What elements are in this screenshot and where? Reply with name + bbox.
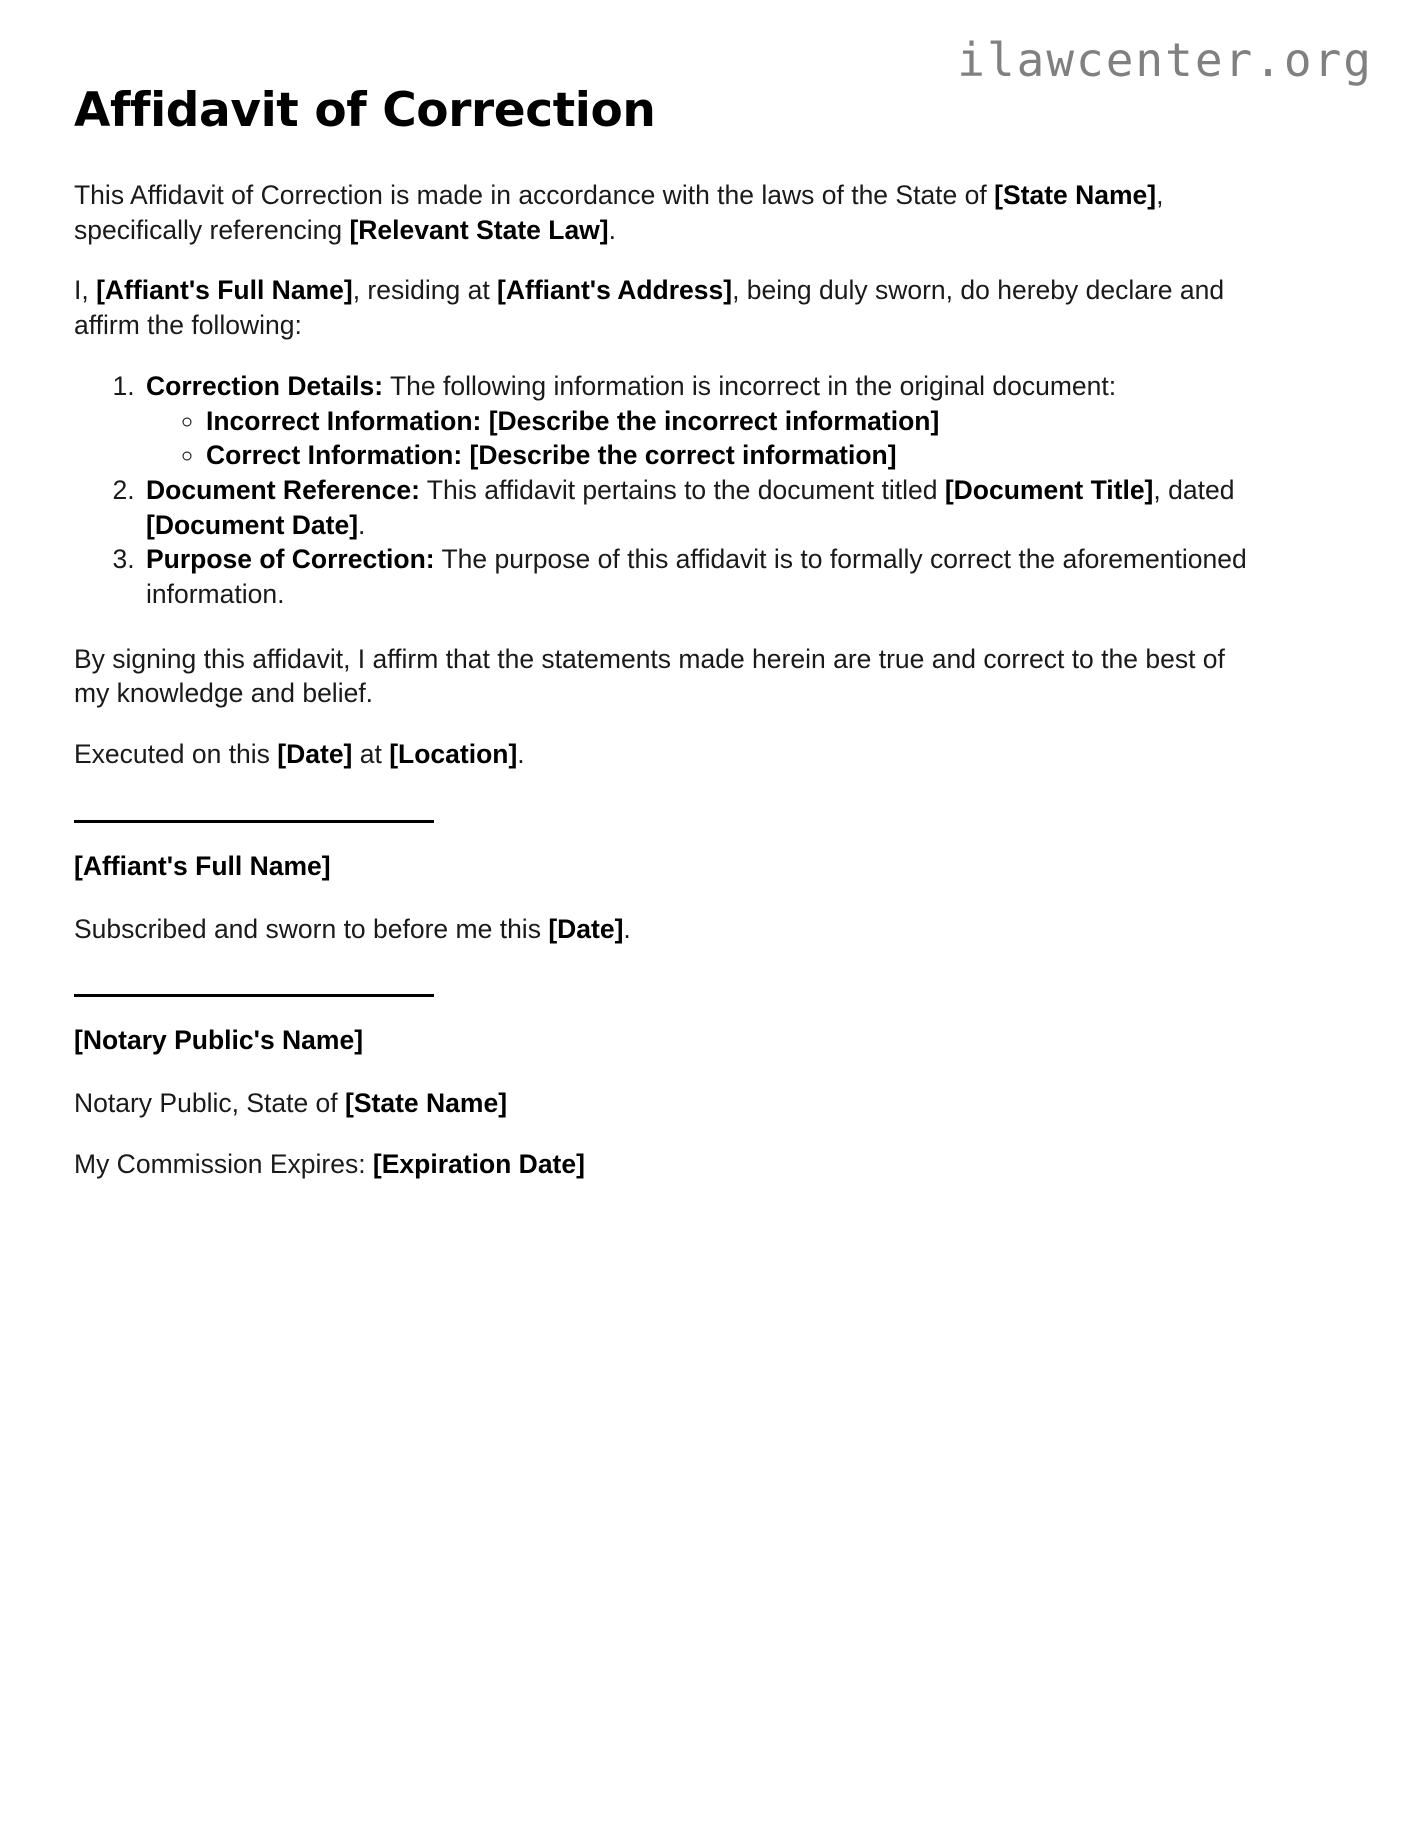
notary-state-placeholder: [State Name] [345, 1088, 508, 1118]
correction-details-label: Correction Details: [146, 370, 384, 401]
document-reference-text-1: This affidavit pertains to the document titled [419, 474, 945, 505]
notary-signature-name: [Notary Public's Name] [74, 1025, 364, 1056]
site-watermark: ilawcenter.org [957, 33, 1373, 87]
commission-date-placeholder: [Expiration Date] [372, 1148, 585, 1179]
sworn-prefix: Subscribed and sworn to before me this [74, 913, 549, 944]
affiant-signature-name: [Affiant's Full Name] [74, 850, 331, 881]
notary-signature-line [74, 994, 434, 997]
intro-lead-3: . [608, 214, 616, 245]
document-reference-text-2: , dated [1153, 474, 1235, 505]
state-name-placeholder: [State Name] [994, 180, 1157, 211]
executed-paragraph [74, 737, 1259, 772]
executed-location-placeholder: [Location] [389, 739, 518, 770]
document-date-placeholder: [Document Date] [146, 509, 359, 540]
document-content [74, 84, 1324, 1207]
executed-date-placeholder: [Date] [277, 739, 353, 770]
sub-item-incorrect-information: ◦ Incorrect Information: [Describe the incorrect information] [206, 404, 1324, 439]
declaration-prefix: I, [74, 275, 97, 306]
intro-lead-1: This Affidavit of Correction is made in accordance with the laws of the State of [74, 180, 995, 211]
list-item-purpose-of-correction [142, 542, 1324, 611]
executed-prefix: Executed on this [74, 739, 278, 770]
declaration-list [74, 369, 1324, 612]
affiant-name-placeholder: [Affiant's Full Name] [96, 275, 353, 306]
notary-state-line [74, 1086, 1259, 1121]
relevant-state-law-placeholder: [Relevant State Law] [349, 214, 609, 245]
affiant-signature-line [74, 820, 434, 823]
commission-prefix: My Commission Expires: [74, 1148, 373, 1179]
sub-item-correct-information: ◦ Correct Information: [Describe the correct information] [206, 438, 1324, 473]
intro-lead-2: , specifically referencing [74, 180, 1164, 245]
affiant-address-placeholder: [Affiant's Address] [497, 275, 733, 306]
executed-middle: at [352, 739, 390, 770]
document-reference-label: Document Reference: [146, 474, 420, 505]
document-title-placeholder: [Document Title] [944, 474, 1154, 505]
page-title: Affidavit of Correction [74, 83, 656, 138]
document-reference-text-3: . [358, 509, 366, 540]
sworn-date-placeholder: [Date] [548, 913, 624, 944]
commission-expiry-line [74, 1147, 1259, 1182]
purpose-of-correction-text: The purpose of this affidavit is to formally correct the aforementioned information. [146, 544, 1247, 610]
declaration-suffix: , being duly sworn, do hereby declare and affirm the following: [74, 275, 1225, 341]
notary-state-prefix: Notary Public, State of [74, 1088, 346, 1118]
executed-suffix: . [517, 739, 525, 770]
list-item-correction-details [142, 369, 1324, 473]
affirmation-paragraph: By signing this affidavit, I affirm that the statements made herein are true and correct to the best of my knowledge and belief. [74, 643, 1225, 709]
purpose-of-correction-label: Purpose of Correction: [146, 544, 435, 575]
correction-sub-list [146, 404, 1324, 473]
declaration-middle: , residing at [352, 275, 498, 306]
correction-details-text: The following information is incorrect in the original document: [383, 370, 1117, 401]
sworn-suffix: . [623, 913, 631, 944]
sworn-statement [74, 912, 1259, 947]
declaration-paragraph [74, 273, 1259, 342]
intro-paragraph [74, 178, 1259, 247]
list-item-document-reference [142, 473, 1324, 542]
